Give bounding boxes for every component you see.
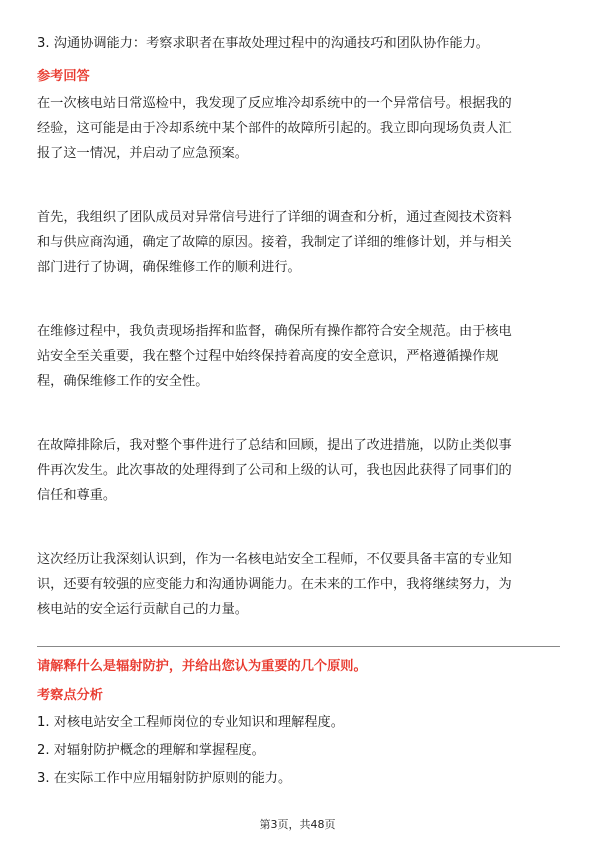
paragraph-line: 这次经历让我深刻认识到，作为一名核电站安全工程师，不仅要具备丰富的专业知 <box>37 552 512 567</box>
paragraph-line: 经验，这可能是由于冷却系统中某个部件的故障所引起的。我立即向现场负责人汇 <box>37 121 512 136</box>
paragraph-line: 在故障排除后，我对整个事件进行了总结和回顾，提出了改进措施，以防止类似事 <box>37 438 512 453</box>
paragraph-line: 核电站的安全运行贡献自己的力量。 <box>37 602 248 617</box>
paragraph-line: 报了这一情况，并启动了应急预案。 <box>37 146 248 161</box>
page-number: 第3页，共48页 <box>259 818 336 831</box>
paragraph-line: 站安全至关重要，我在整个过程中始终保持着高度的安全意识，严格遵循操作规 <box>37 349 499 364</box>
answer-heading: 参考回答 <box>37 69 90 84</box>
analysis-heading: 考察点分析 <box>37 688 103 703</box>
analysis-item: 3. 在实际工作中应用辐射防护原则的能力。 <box>37 771 292 786</box>
paragraph-line: 在维修过程中，我负责现场指挥和监督，确保所有操作都符合安全规范。由于核电 <box>37 324 512 339</box>
paragraph-line: 识，还要有较强的应变能力和沟通协调能力。在未来的工作中，我将继续努力，为 <box>37 577 512 592</box>
paragraph-line: 部门进行了协调，确保维修工作的顺利进行。 <box>37 260 301 275</box>
question-heading: 请解释什么是辐射防护，并给出您认为重要的几个原则。 <box>37 659 367 674</box>
paragraph-line: 和与供应商沟通，确定了故障的原因。接着，我制定了详细的维修计划，并与相关 <box>37 235 512 250</box>
criterion-3: 3. 沟通协调能力：考察求职者在事故处理过程中的沟通技巧和团队协作能力。 <box>37 36 489 51</box>
paragraph-line: 程，确保维修工作的安全性。 <box>37 374 209 389</box>
paragraph-line: 信任和尊重。 <box>37 488 117 503</box>
paragraph-line: 在一次核电站日常巡检中，我发现了反应堆冷却系统中的一个异常信号。根据我的 <box>37 96 512 111</box>
paragraph-line: 首先，我组织了团队成员对异常信号进行了详细的调查和分析，通过查阅技术资料 <box>37 210 512 225</box>
analysis-item: 2. 对辐射防护概念的理解和掌握程度。 <box>37 743 265 758</box>
section-divider <box>37 646 560 647</box>
analysis-item: 1. 对核电站安全工程师岗位的专业知识和理解程度。 <box>37 715 344 730</box>
paragraph-line: 件再次发生。此次事故的处理得到了公司和上级的认可，我也因此获得了同事们的 <box>37 463 512 478</box>
